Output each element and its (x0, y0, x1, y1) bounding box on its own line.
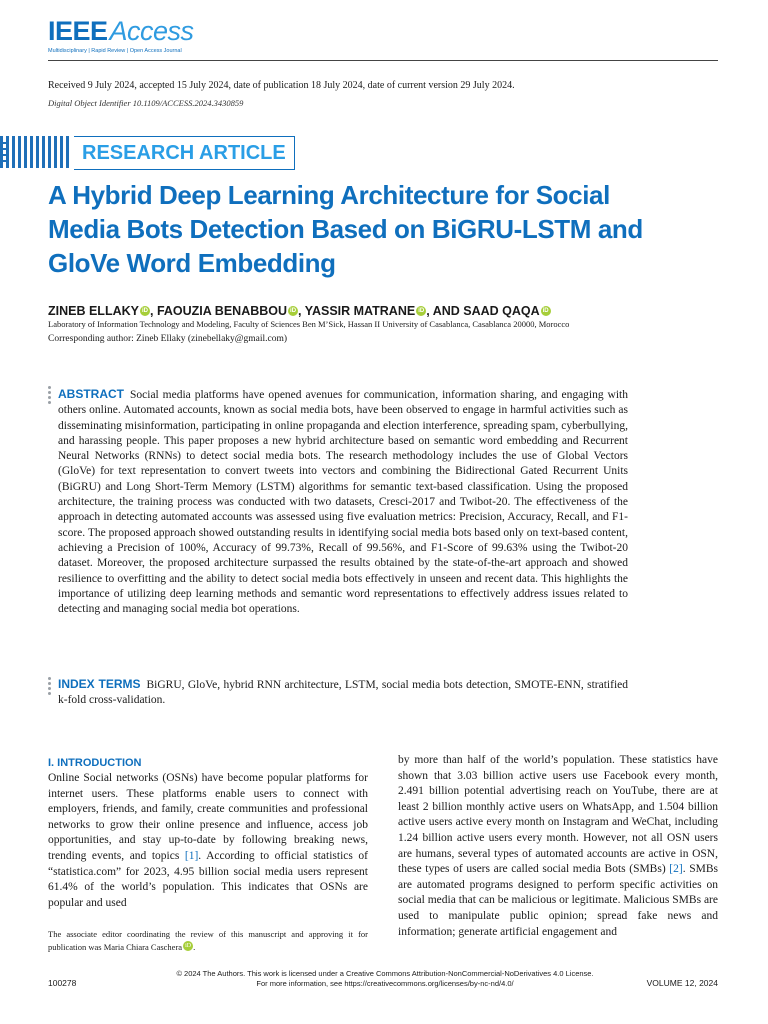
header-rule (48, 60, 718, 61)
author-name: ZINEB ELLAKY (48, 304, 139, 318)
section-marker-icon (48, 386, 51, 406)
corresponding-author: Corresponding author: Zineb Ellaky (zinebellaky@gmail.com) (48, 334, 288, 344)
banner-dash (0, 154, 7, 156)
doi: Digital Object Identifier 10.1109/ACCESS.2024.3430859 (48, 98, 244, 108)
affiliation: Laboratory of Information Technology and Modeling, Faculty of Sciences Ben M’Sick, Hassan II University of Casablanca, Casablanca 20000, Morocco (48, 319, 570, 329)
orcid-icon[interactable]: iD (141, 308, 148, 314)
abstract (58, 387, 628, 617)
license-notice (150, 969, 620, 989)
page-number: 100278 (48, 978, 77, 988)
section-heading: I. INTRODUCTION (48, 757, 142, 769)
journal-logo (48, 18, 194, 54)
orcid-icon[interactable]: iD (185, 943, 192, 949)
body-text: Online Social networks (OSNs) have become popular platforms for internet users. These platforms enable users to connect with employers, friends, and family, create communities and professional networks to grow their online presence and influence, access job opportunities, and stay up-to-date by following breaking news, trending events, and topics (48, 772, 368, 862)
license-link[interactable]: For more information, see https://creativecommons.org/licenses/by-nc-nd/4.0/ (256, 979, 514, 988)
index-terms (58, 677, 628, 709)
body-text: by more than half of the world’s population. These statistics have shown that 3.03 billion active users use Facebook every month, 2.491 billion potential advertising reach on YouTube, there are at least 2 billion monthly active users on WhatsApp, and 1.504 billion active users active every month on Instagram and WeChat, including 1.24 billion active users every month. However, not all OSN users are humans, several types of automated accounts are active in OSN, these types of users are called social media Bots (SMBs) (398, 754, 718, 876)
article-type: RESEARCH ARTICLE (74, 136, 295, 170)
body-column-right (398, 753, 718, 940)
body-column-left (48, 756, 368, 911)
received-dates: Received 9 July 2024, accepted 15 July 2024, date of publication 18 July 2024, date of current version 29 July 2024. (48, 80, 515, 91)
index-terms-text: BiGRU, GloVe, hybrid RNN architecture, LSTM, social media bots detection, SMOTE-ENN, stratified k-fold cross-validation. (58, 679, 628, 707)
license-line: © 2024 The Authors. This work is licensed under a Creative Commons Attribution-NonCommercial-NoDerivatives 4.0 License. (176, 969, 594, 978)
journal-tagline: Multidisciplinary | Rapid Review | Open Access Journal (48, 48, 182, 54)
paper-title: A Hybrid Deep Learning Architecture for Social Media Bots Detection Based on BiGRU-LSTM and GloVe Word Embedding (48, 180, 643, 278)
journal-name-bold: IEEE (48, 16, 108, 46)
abstract-text: Social media platforms have opened avenues for communication, information sharing, and engaging with others online. Automated accounts, known as social media bots, have been observed to engage in harmful activities such as disseminating misinformation, participating in online propaganda and election interference, spreading spam, cyberbullying, and harassing people. This paper proposes a new hybrid architecture based on semantic word embedding and Recurrent Neural Networks (RNNs) to detect social media bots. The research methodology includes the use of Global Vectors (GloVe) for text representation to convert tweets into vectors and combining the Bidirectional Gated Recurrent Units (BiGRU) and Long Short-Term Memory (LSTM) algorithms for semantic text-based classification. Using the proposed architecture, the training process was conducted with two datasets, Cresci-2017 and Twibot-20. The effectiveness of the approach in detecting automated accounts was assessed using five evaluation metrics: Precision, Accuracy, Recall, and F1-score. The proposed approach showed outstanding results in identifying social media bots based only on text-based content, achieving a Precision of 100%, Accuracy of 99.73%, Recall of 99.56%, and F1-Score of 99.63% using the Twibot-20 dataset. Moreover, the proposed architecture surpassed the results obtained by the state-of-the-art approach and showed resilience to overfitting and the ability to detect social media bots effectively in unseen and recent data. This highlights the importance of utilizing deep learning methods and semantic word representations to effectively address issues related to detecting and managing social media bot operations. (58, 389, 628, 616)
article-type-banner (0, 136, 286, 168)
citation-link[interactable]: [2] (669, 863, 683, 876)
banner-stripes (0, 136, 70, 168)
journal-name-italic: Access (109, 16, 194, 46)
banner-dash (0, 142, 7, 144)
author-list: ZINEB ELLAKY iD , FAOUZIA BENABBOU iD , YASSIR MATRANE iD , AND SAAD QAQA iD (48, 304, 549, 318)
banner-dash (0, 160, 7, 162)
section-marker-icon (48, 677, 51, 697)
body-text: . SMBs are automated programs designed to perform specific activities on social media that can be malicious or legitimate. Malicious SMBs are used to manipulate public opinion; spread fake news and information; generate artificial engagement and (398, 863, 718, 938)
volume-info: VOLUME 12, 2024 (646, 978, 718, 988)
editor-footnote: The associate editor coordinating the review of this manuscript and approving it for publication was Maria Chiara Caschera iD . (48, 929, 368, 952)
orcid-icon[interactable]: iD (290, 308, 297, 314)
orcid-icon[interactable]: iD (418, 308, 425, 314)
abstract-label: ABSTRACT (58, 387, 124, 401)
orcid-icon[interactable]: iD (542, 308, 549, 314)
footnote-text: The associate editor coordinating the review of this manuscript and approving it for publication was Maria Chiara Caschera (48, 929, 368, 952)
author-name: FAOUZIA BENABBOU (156, 304, 288, 318)
author-name: AND SAAD QAQA (432, 304, 540, 318)
banner-dash (0, 148, 7, 150)
index-terms-label: INDEX TERMS (58, 677, 141, 691)
journal-name (48, 18, 194, 45)
body-text: . According to official statistics of “statistica.com” for 2023, 4.95 billion social media users represent 61.4% of the world’s population. This indicates that OSNs are popular and used (48, 849, 368, 909)
author-name: YASSIR MATRANE (304, 304, 416, 318)
citation-link[interactable]: [1] (184, 849, 199, 862)
